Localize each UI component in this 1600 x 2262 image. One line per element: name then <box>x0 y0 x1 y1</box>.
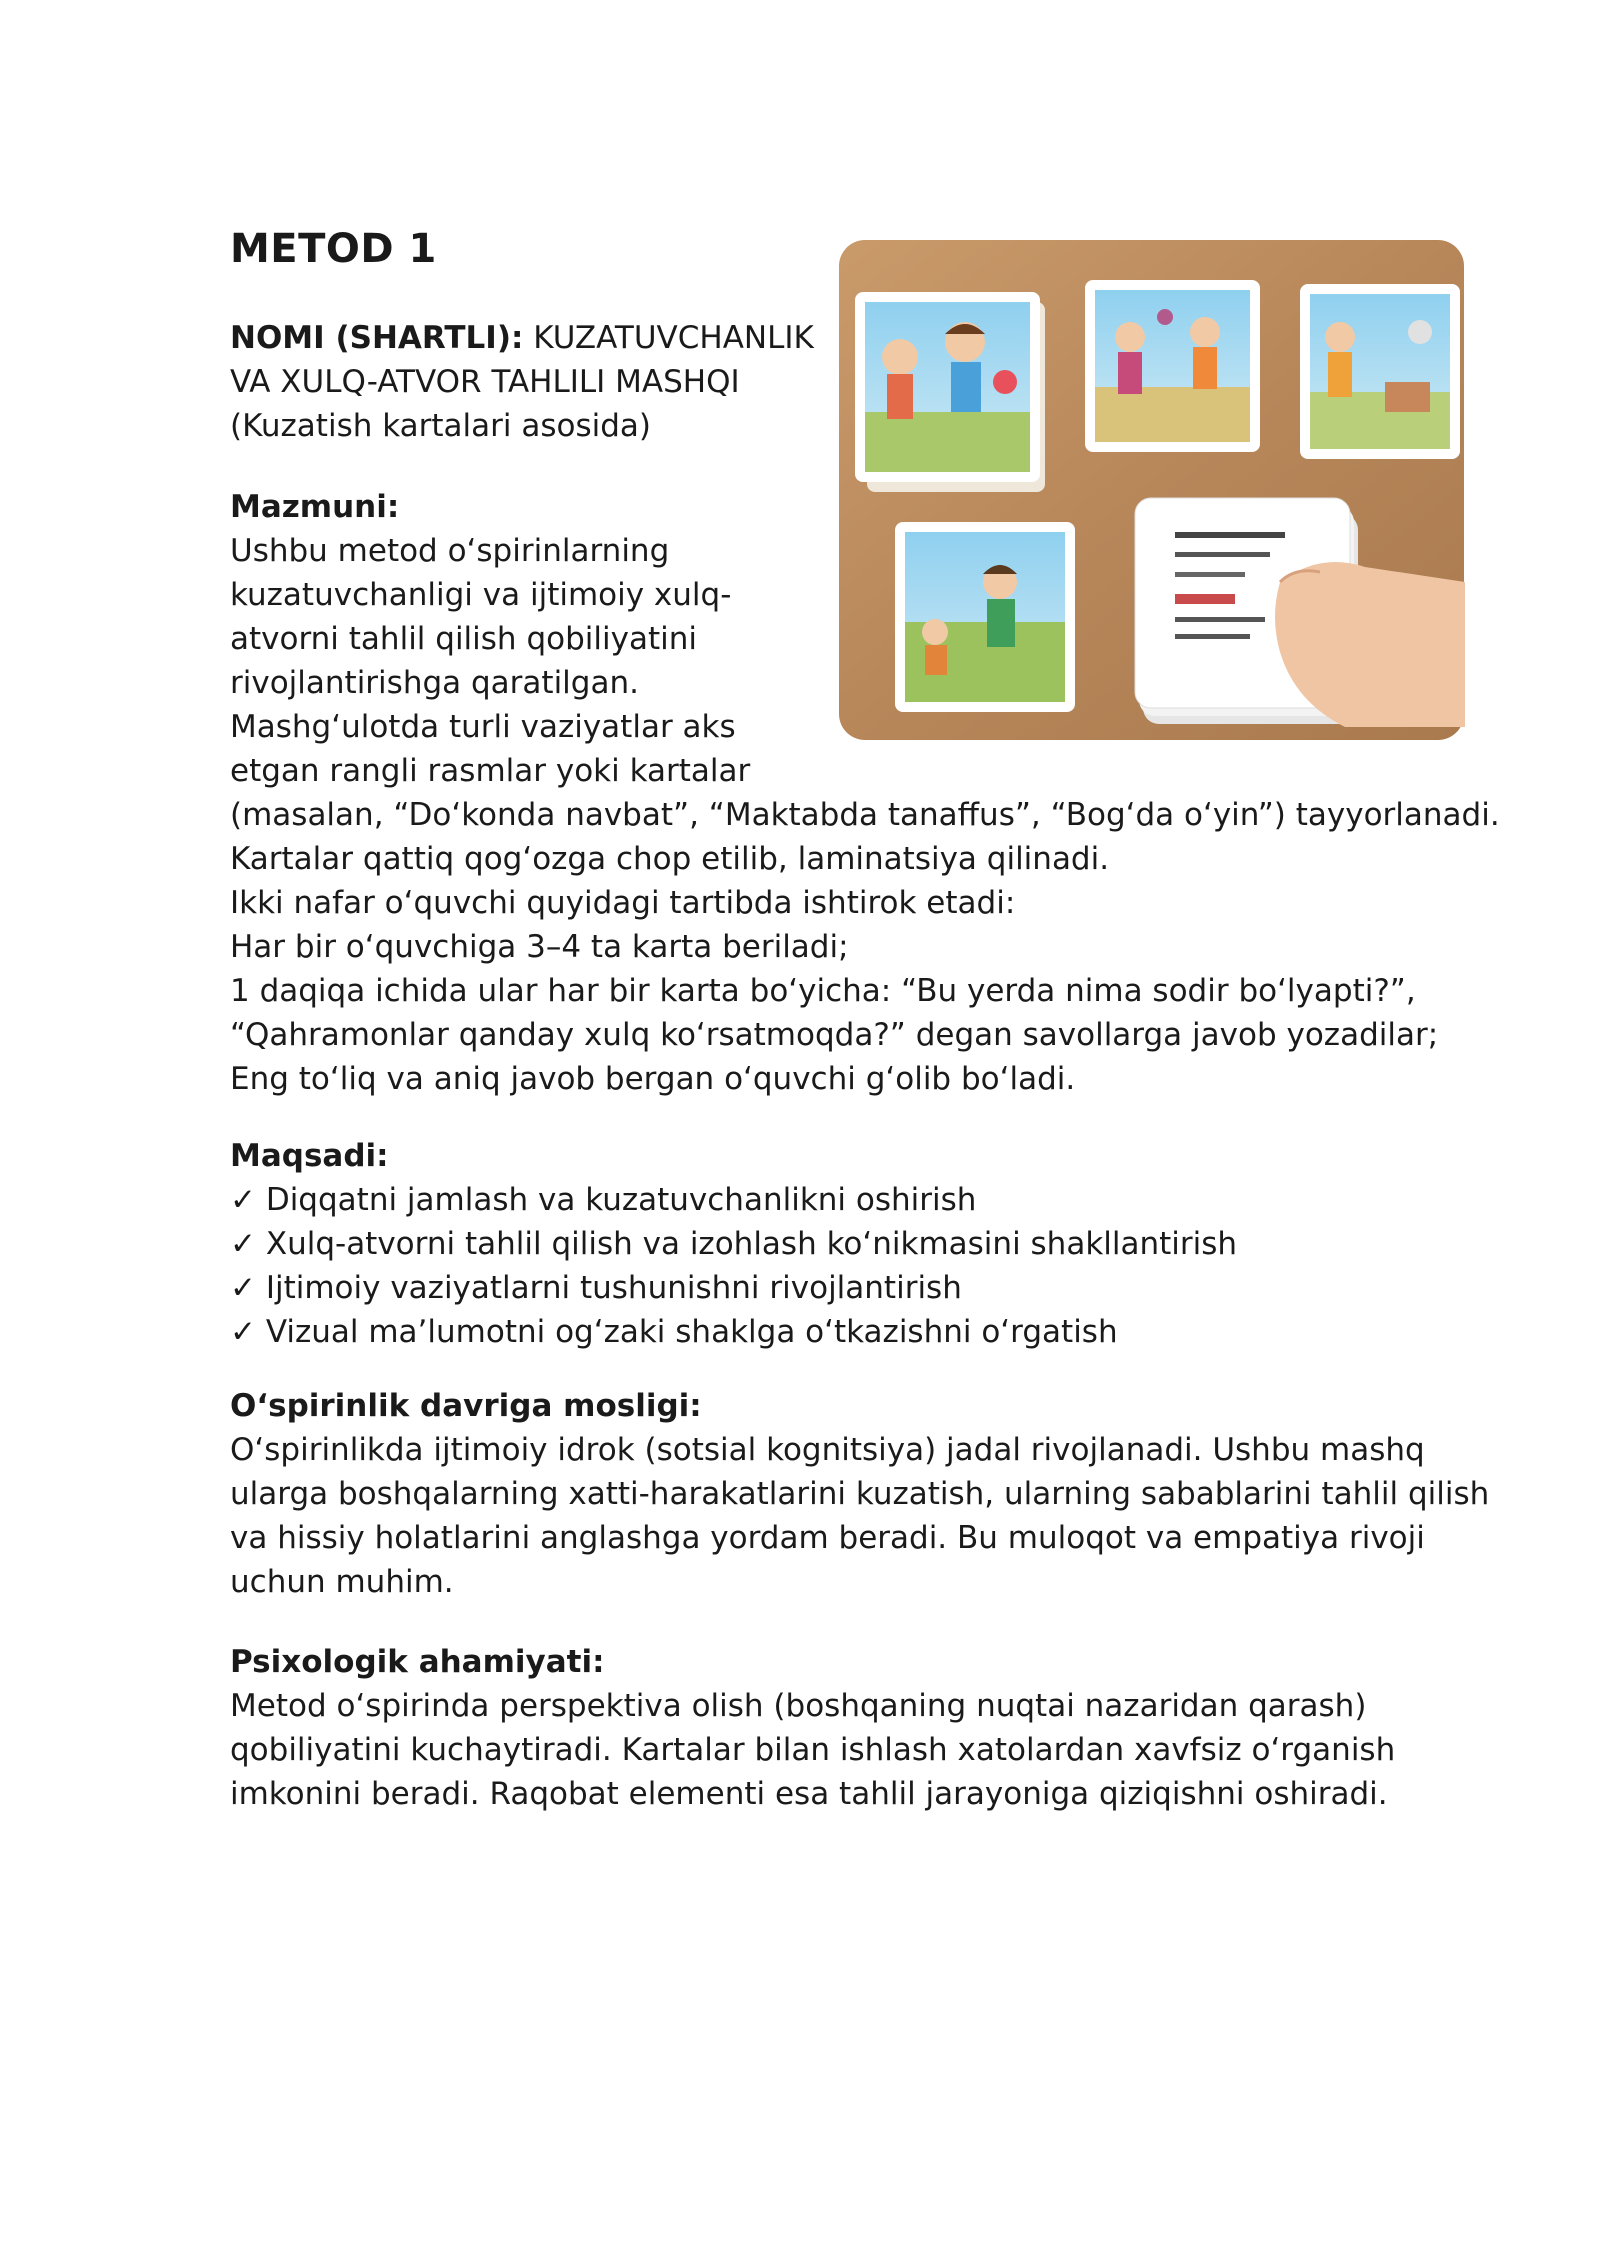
paragraph-line: Ushbu metod oʻspirinlarning <box>230 533 670 569</box>
paragraph-line: rivojlantirishga qaratilgan. <box>230 665 639 701</box>
paragraph-line: qobiliyatini kuchaytiradi. Kartalar bilan ishlash xatolardan xavfsiz oʻrganish <box>230 1732 1396 1768</box>
section-heading: Psixologik ahamiyati: <box>230 1644 605 1680</box>
method-name-line-2: VA XULQ-ATVOR TAHLILI MASHQI <box>230 364 740 400</box>
section-mosligi <box>230 1384 1490 1604</box>
paragraph-line: kuzatuvchanligi va ijtimoiy xulq- <box>230 577 732 613</box>
paragraph-line: Har bir oʻquvchiga 3–4 ta karta beriladi; <box>230 929 849 965</box>
paragraph-line: Kartalar qattiq qogʻozga chop etilib, laminatsiya qilinadi. <box>230 841 1110 877</box>
paragraph-line: Mashgʻulotda turli vaziyatlar aks <box>230 709 736 745</box>
section-heading: Oʻspirinlik davriga mosligi: <box>230 1388 702 1424</box>
goal-list-item: ✓ Vizual maʼlumotni ogʻzaki shaklga oʻtkazishni oʻrgatish <box>230 1314 1118 1350</box>
section-heading: Mazmuni: <box>230 489 400 525</box>
paragraph-line: “Qahramonlar qanday xulq koʻrsatmoqda?” degan savollarga javob yozadilar; <box>230 1017 1439 1053</box>
goal-list-item: ✓ Xulq-atvorni tahlil qilish va izohlash koʻnikmasini shakllantirish <box>230 1226 1238 1262</box>
paragraph-line: 1 daqiqa ichida ular har bir karta boʻyicha: “Bu yerda nima sodir boʻlyapti?”, <box>230 973 1416 1009</box>
paragraph-line: va hissiy holatlarini anglashga yordam beradi. Bu muloqot va empatiya rivoji <box>230 1520 1425 1556</box>
section-heading: Maqsadi: <box>230 1138 389 1174</box>
goal-list-item: ✓ Ijtimoiy vaziyatlarni tushunishni rivojlantirish <box>230 1270 962 1306</box>
paragraph-line: Metod oʻspirinda perspektiva olish (boshqaning nuqtai nazaridan qarash) <box>230 1688 1367 1724</box>
section-ahamiyati <box>230 1640 1480 1816</box>
paragraph-line: imkonini beradi. Raqobat elementi esa tahlil jarayoniga qiziqishni oshiradi. <box>230 1776 1388 1812</box>
paragraph-line: ularga boshqalarning xatti-harakatlarini kuzatish, ularning sabablarini tahlil qilish <box>230 1476 1490 1512</box>
page-title: METOD 1 <box>230 226 437 272</box>
paragraph-line: Ikki nafar oʻquvchi quyidagi tartibda ishtirok etadi: <box>230 885 1016 921</box>
paragraph-line: uchun muhim. <box>230 1564 454 1600</box>
method-name-label: NOMI (SHARTLI): <box>230 320 524 356</box>
paragraph-line: (masalan, “Doʻkonda navbat”, “Maktabda tanaffus”, “Bogʻda oʻyin”) tayyorlanadi. <box>230 797 1500 833</box>
section-mazmuni <box>230 485 1500 1101</box>
goal-list-item: ✓ Diqqatni jamlash va kuzatuvchanlikni oshirish <box>230 1182 977 1218</box>
method-name-subtitle: (Kuzatish kartalari asosida) <box>230 408 651 444</box>
paragraph-line: atvorni tahlil qilish qobiliyatini <box>230 621 697 657</box>
method-name-block <box>230 316 1480 448</box>
paragraph-line: Eng toʻliq va aniq javob bergan oʻquvchi gʻolib boʻladi. <box>230 1061 1076 1097</box>
paragraph-line: etgan rangli rasmlar yoki kartalar <box>230 753 751 789</box>
paragraph-line: Oʻspirinlikda ijtimoiy idrok (sotsial kognitsiya) jadal rivojlanadi. Ushbu mashq <box>230 1432 1425 1468</box>
section-maqsadi <box>230 1134 1480 1354</box>
method-name-value: KUZATUVCHANLIK <box>523 320 814 356</box>
method-name-line-1 <box>230 316 1480 360</box>
